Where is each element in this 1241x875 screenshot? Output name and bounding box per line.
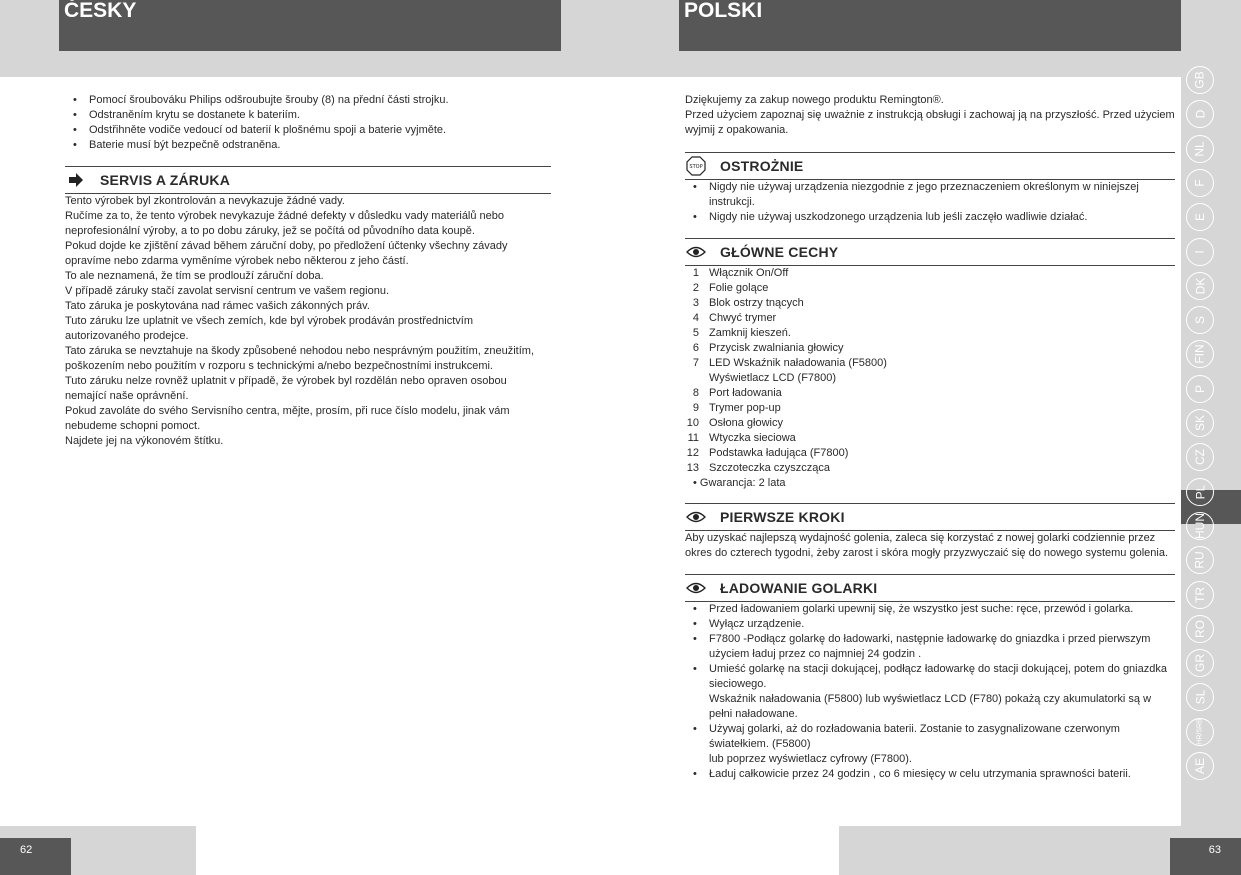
language-tab-ru[interactable]: [1186, 546, 1214, 574]
list-item-line: • Używaj golarki, aż do rozładowania baterii. Zostanie to zasygnalizowane czerwonym światełkiem. (F5800): [709, 723, 1120, 750]
feature-item: [685, 371, 1175, 386]
eye-icon: [685, 508, 707, 526]
feature-text: Włącznik On/Off: [709, 267, 789, 279]
feature-number: 8: [692, 387, 699, 399]
language-tab-label: SK: [1192, 414, 1207, 432]
list-item: • Nigdy nie używaj urządzenia niezgodnie z jego przeznaczeniem określonym w niniejszej instrukcji.: [685, 180, 1175, 210]
feature-text: Wyświetlacz LCD (F7800): [709, 372, 837, 384]
language-tab-label: FIN: [1193, 344, 1207, 365]
paragraph: Tato záruka je poskytována nad rámec vašich zákonných práv.: [65, 300, 370, 312]
feature-item: [685, 326, 1175, 341]
feature-number: 4: [692, 312, 699, 324]
paragraph: Dziękujemy za zakup nowego produktu Remington®.: [685, 94, 944, 106]
list-item-line: • Przed ładowaniem golarki upewnij się, że wszystko jest suche: ręce, przewód i golarka.: [709, 603, 1134, 615]
section-header-features: [685, 238, 1175, 266]
feature-item: [685, 401, 1175, 416]
arrow-right-icon: [65, 171, 87, 189]
feature-number: 6: [692, 342, 699, 354]
language-tab-hr-srb[interactable]: [1186, 718, 1214, 746]
section-title: OSTROŻNIE: [720, 157, 804, 174]
list-item: • Odstřihněte vodiče vedoucí od baterií k plošnému spoji a baterie vyjměte.: [65, 123, 551, 138]
list-item-line: • Ładuj całkowicie przez 24 godzin , co 6 miesięcy w celu utrzymania sprawności baterii.: [709, 768, 1131, 780]
feature-text: LED Wskaźnik naładowania (F5800): [709, 357, 887, 369]
language-tab-label: NL: [1193, 140, 1207, 157]
language-tab-ae[interactable]: [1186, 752, 1214, 780]
paragraph: Pokud zavoláte do svého Servisního centra, mějte, prosím, při ruce číslo modelu, jinak vám nebudeme schopni pomoct.: [65, 405, 510, 432]
language-tab-i[interactable]: [1186, 238, 1214, 266]
paragraph: Przed użyciem zapoznaj się uważnie z instrukcją obsługi i zachowaj ją na przyszłość. Przed użyciem wyjmij z opakowania.: [685, 109, 1175, 136]
list-item: [685, 602, 1175, 617]
language-tab-hun[interactable]: [1186, 512, 1214, 540]
language-tab-p[interactable]: [1186, 375, 1214, 403]
list-item-line: • F7800 -Podłącz golarkę do ładowarki, następnie ładowarkę do gniazdka i przed pierwszym użyciem ładuj przez co najmniej 24 godzin .: [709, 633, 1151, 660]
page-title-czech: ČESKY: [59, 0, 561, 51]
language-tab-label: SL: [1193, 690, 1207, 705]
language-tab-label: GR: [1193, 654, 1207, 673]
charging-bullets: [685, 602, 1175, 782]
stop-icon: [685, 157, 707, 175]
section-title: SERVIS A ZÁRUKA: [100, 171, 231, 188]
language-tab-label: DK: [1192, 277, 1207, 295]
intro-text: [685, 93, 1175, 138]
language-tab-label: D: [1192, 109, 1207, 119]
language-tab-label: PL: [1193, 484, 1207, 499]
paragraph: Aby uzyskać najlepszą wydajność golenia, zaleca się korzystać z nowej golarki codziennie przez okres do czterech tygodni, żeby zarost i skóra mogły przyzwyczaić się do nowego systemu golenia.: [685, 532, 1168, 559]
feature-item: [685, 311, 1175, 326]
feature-item: [685, 461, 1175, 476]
feature-number: 13: [686, 462, 699, 474]
feature-number: 12: [686, 447, 699, 459]
section-title: PIERWSZE KROKI: [720, 508, 845, 525]
feature-number: 2: [692, 282, 699, 294]
list-item: • Nigdy nie używaj uszkodzonego urządzenia lub jeśli zaczęło wadliwie działać.: [685, 210, 1175, 225]
paragraph: Tento výrobek byl zkontrolován a nevykazuje žádné vady.: [65, 195, 345, 207]
feature-text: Zamknij kieszeń.: [709, 327, 791, 339]
list-item: [685, 722, 1175, 767]
list-item-line: lub poprzez wyświetlacz cyfrowy (F7800).: [709, 753, 912, 765]
feature-item: [685, 266, 1175, 281]
feature-item: [685, 356, 1175, 371]
paragraph: Tato záruka se nevztahuje na škody způsobené nehodou nebo nesprávným použitím, zneužitím, poškozením nebo použitím v rozporu s technickými a/nebo bezpečnostními instrukcemi.: [65, 345, 535, 372]
language-tab-label: GB: [1193, 71, 1207, 89]
paragraph: Ručíme za to, že tento výrobek nevykazuje žádné defekty v důsledku vady materiálů nebo neprofesionální výroby, a to po dobu záruky, jež se počítá od původního data koupě.: [65, 210, 505, 237]
list-item: [685, 662, 1175, 722]
language-tab-s[interactable]: [1186, 306, 1214, 334]
section-header-charging: [685, 574, 1175, 602]
list-item-line: • Umieść golarkę na stacji dokującej, podłącz ładowarkę do stacji dokującej, potem do gniazdka sieciowego.: [709, 663, 1167, 690]
language-tab-label: AE: [1192, 757, 1207, 775]
feature-text: Trymer pop-up: [709, 402, 781, 414]
language-tab-label: TR: [1193, 586, 1207, 603]
feature-item: [685, 281, 1175, 296]
feature-number: 1: [692, 267, 699, 279]
page-number-right: 63: [1170, 838, 1241, 875]
feature-text: Wtyczka sieciowa: [709, 432, 796, 444]
language-tab-nl[interactable]: [1186, 135, 1214, 163]
language-tab-f[interactable]: [1186, 169, 1214, 197]
list-item: • Odstraněním krytu se dostanete k bateriím.: [65, 108, 551, 123]
feature-text: Osłona głowicy: [709, 417, 783, 429]
warranty-note: • Gwarancja: 2 lata: [693, 477, 786, 489]
feature-number: 9: [692, 402, 699, 414]
feature-text: Przycisk zwalniania głowicy: [709, 342, 844, 354]
left-column: [65, 93, 551, 449]
feature-text: Folie golące: [709, 282, 769, 294]
paragraph: Pokud dojde ke zjištění závad během záruční doby, po předložení účtenky všechny závady opravíme nebo zdarma vyměníme výrobek nebo některou z jeho částí.: [65, 240, 508, 267]
language-tab-sk[interactable]: [1186, 409, 1214, 437]
paragraph: V případě záruky stačí zavolat servisní centrum ve vašem regionu.: [65, 285, 390, 297]
list-item: [685, 632, 1175, 662]
eye-icon: [685, 579, 707, 597]
list-item: • Baterie musí být bezpečně odstraněna.: [65, 138, 551, 153]
caution-bullets: [685, 180, 1175, 225]
features-list: [685, 266, 1175, 476]
feature-number: 3: [692, 297, 699, 309]
paragraph: Najdete jej na výkonovém štítku.: [65, 435, 224, 447]
language-tab-gb[interactable]: [1186, 66, 1214, 94]
feature-number: 7: [692, 357, 699, 369]
feature-text: Chwyć trymer: [709, 312, 777, 324]
eye-icon: [685, 243, 707, 261]
language-tab-tr[interactable]: [1186, 581, 1214, 609]
language-tab-label: S: [1192, 316, 1207, 325]
intro-bullets: [65, 93, 551, 153]
paragraph: Tuto záruku nelze rovněž uplatnit v případě, že výrobek byl rozdělán nebo opraven osobou nemající naše oprávnění.: [65, 375, 507, 402]
section-header-first-steps: [685, 503, 1175, 531]
list-item-line: • Wyłącz urządzenie.: [709, 618, 805, 630]
feature-text: Blok ostrzy tnących: [709, 297, 804, 309]
language-tab-label: RU: [1193, 551, 1207, 569]
feature-item: [685, 296, 1175, 311]
right-column: [685, 93, 1175, 782]
feature-text: Port ładowania: [709, 387, 782, 399]
language-tab-label: F: [1193, 179, 1207, 187]
section-title: ŁADOWANIE GOLARKI: [720, 579, 878, 596]
list-item: [685, 617, 1175, 632]
language-tab-dk[interactable]: [1186, 272, 1214, 300]
section-header-caution: [685, 152, 1175, 180]
feature-number: 5: [692, 327, 699, 339]
feature-item: [685, 431, 1175, 446]
language-tab-label: HR/SRB: [1196, 718, 1204, 745]
language-tab-gr[interactable]: [1186, 649, 1214, 677]
list-item: [685, 767, 1175, 782]
svg-text:STOP: STOP: [689, 164, 703, 170]
language-tab-label: E: [1192, 213, 1207, 222]
language-tab-label: I: [1193, 249, 1207, 254]
feature-number: 10: [686, 417, 699, 429]
feature-item: [685, 416, 1175, 431]
feature-item: [685, 341, 1175, 356]
language-tab-ro[interactable]: [1186, 615, 1214, 643]
feature-item: [685, 386, 1175, 401]
service-text: [65, 194, 551, 449]
list-item-line: Wskaźnik naładowania (F5800) lub wyświetlacz LCD (F780) pokażą czy akumulatorki są w pełni naładowane.: [709, 693, 1152, 720]
feature-text: Podstawka ładująca (F7800): [709, 447, 849, 459]
paragraph: To ale neznamená, že tím se prodlouží záruční doba.: [65, 270, 324, 282]
feature-text: Szczoteczka czyszcząca: [709, 462, 831, 474]
feature-item: [685, 446, 1175, 461]
language-tab-label: RO: [1193, 619, 1207, 638]
language-tab-label: CZ: [1193, 449, 1207, 466]
language-tab-label: P: [1192, 384, 1207, 393]
language-tab-label: HUN: [1193, 512, 1207, 539]
language-tab-e[interactable]: [1186, 203, 1214, 231]
list-item: • Pomocí šroubováku Philips odšroubujte šrouby (8) na přední části strojku.: [65, 93, 551, 108]
section-title: GŁÓWNE CECHY: [720, 243, 839, 260]
language-tab-pl[interactable]: [1186, 478, 1214, 506]
paragraph: Tuto záruku lze uplatnit ve všech zemích, kde byl výrobek prodáván prostřednictvím autorizovaného prodejce.: [65, 315, 474, 342]
section-header-service: [65, 166, 551, 194]
page-number-left: 62: [0, 838, 71, 875]
feature-number: 11: [687, 432, 699, 444]
page-title-polish: POLSKI: [679, 0, 1181, 51]
